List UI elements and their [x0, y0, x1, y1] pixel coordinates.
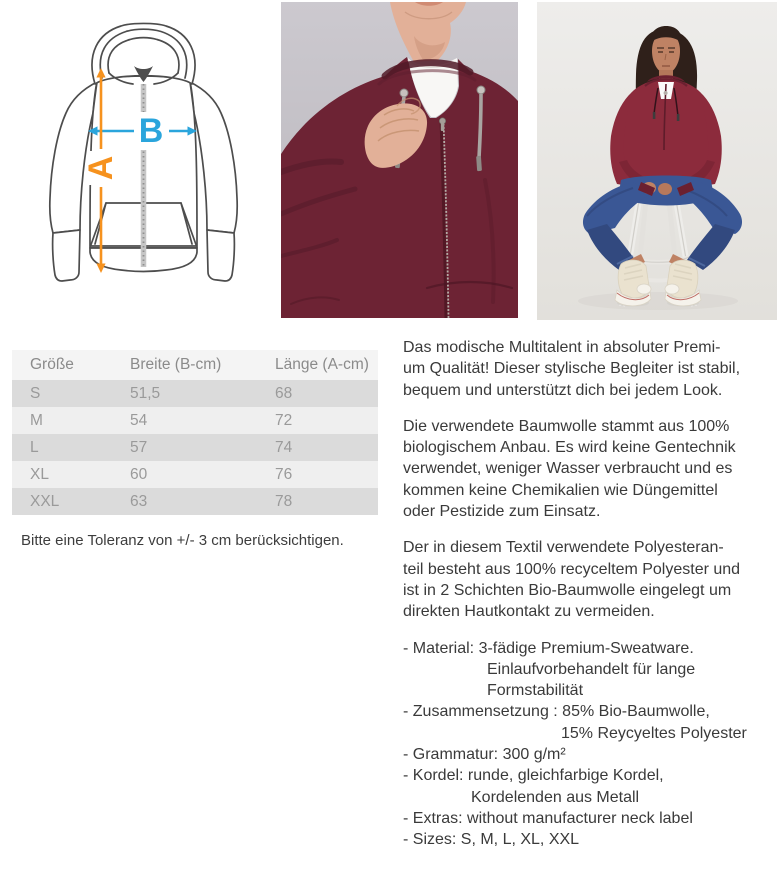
- description-line: Das modische Multitalent in absoluter Premi-: [403, 339, 721, 356]
- cell-width: 57: [130, 438, 148, 456]
- spec-line: - Grammatur: 300 g/m²: [403, 746, 566, 764]
- spec-line: - Sizes: S, M, L, XL, XXL: [403, 831, 580, 849]
- width-label-b: B: [138, 112, 164, 150]
- product-specs-list: [403, 638, 769, 851]
- description-line: direkten Hautkontakt zu vermeiden.: [403, 603, 655, 621]
- length-label-a: A: [82, 155, 120, 181]
- cell-size: S: [30, 384, 41, 402]
- product-description: [403, 337, 769, 866]
- table-row: [12, 488, 378, 515]
- cell-width: 51,5: [130, 384, 161, 402]
- column-header-width: Breite (B-cm): [130, 356, 222, 373]
- description-paragraph: [403, 416, 769, 522]
- description-line: teil besteht aus 100% recyceltem Polyester und: [403, 560, 741, 578]
- table-row: [12, 434, 378, 461]
- cell-width: 54: [130, 411, 148, 429]
- spec-line: - Extras: without manufacturer neck label: [403, 809, 693, 827]
- tolerance-note: Bitte eine Toleranz von +/- 3 cm berücksichtigen.: [21, 532, 344, 549]
- size-table: [12, 350, 378, 515]
- description-line: bequem und unterstützt dich bei jedem Look.: [403, 381, 723, 399]
- table-row: [12, 380, 378, 407]
- table-row: [12, 407, 378, 434]
- description-line: biologischem Anbau. Es wird keine Gentechnik: [403, 439, 736, 457]
- cell-width: 63: [130, 492, 148, 510]
- cell-length: 78: [275, 492, 293, 510]
- description-line: oder Pestizide zum Einsatz.: [403, 503, 601, 521]
- description-line: Die verwendete Baumwolle stammt aus 100%: [403, 417, 730, 435]
- column-header-size: Größe: [30, 356, 74, 373]
- model-photo-closeup: [281, 2, 518, 318]
- cell-length: 76: [275, 465, 293, 483]
- spec-line: Einlaufvorbehandelt für lange: [487, 660, 696, 678]
- size-diagram: [0, 0, 280, 320]
- spec-line: - Zusammensetzung : 85% Bio-Baumwolle,: [403, 703, 710, 721]
- description-line: ist in 2 Schichten Bio-Baumwolle eingelegt um: [403, 581, 732, 599]
- spec-line: Formstabilität: [487, 682, 584, 700]
- floor-shadow: [578, 292, 738, 310]
- description-line: verwendet, weniger Wasser verbraucht und es: [403, 460, 733, 478]
- table-row: [12, 461, 378, 488]
- description-line: Der in diesem Textil verwendete Polyesteran-: [403, 539, 724, 557]
- spec-line: - Kordel: runde, gleichfarbige Kordel,: [403, 767, 664, 785]
- cell-length: 72: [275, 411, 293, 429]
- cell-size: M: [30, 411, 43, 429]
- cell-width: 60: [130, 465, 148, 483]
- description-paragraph: [403, 537, 769, 622]
- model-photo-full: [537, 2, 777, 320]
- column-header-length: Länge (A-cm): [275, 356, 369, 373]
- cell-length: 74: [275, 438, 293, 456]
- description-line: um Qualität! Dieser stylische Begleiter ist stabil,: [403, 360, 741, 378]
- spec-line: 15% Reycyeltes Polyester: [561, 724, 747, 742]
- description-paragraph: [403, 337, 769, 401]
- size-table-header: [12, 350, 378, 380]
- description-line: kommen keine Chemikalien wie Düngemittel: [403, 481, 718, 499]
- cell-length: 68: [275, 384, 293, 402]
- cell-size: XXL: [30, 492, 60, 510]
- cell-size: XL: [30, 465, 49, 483]
- spec-line: Kordelenden aus Metall: [471, 788, 640, 806]
- cell-size: L: [30, 438, 39, 456]
- spec-line: - Material: 3-fädige Premium-Sweatware.: [403, 639, 694, 657]
